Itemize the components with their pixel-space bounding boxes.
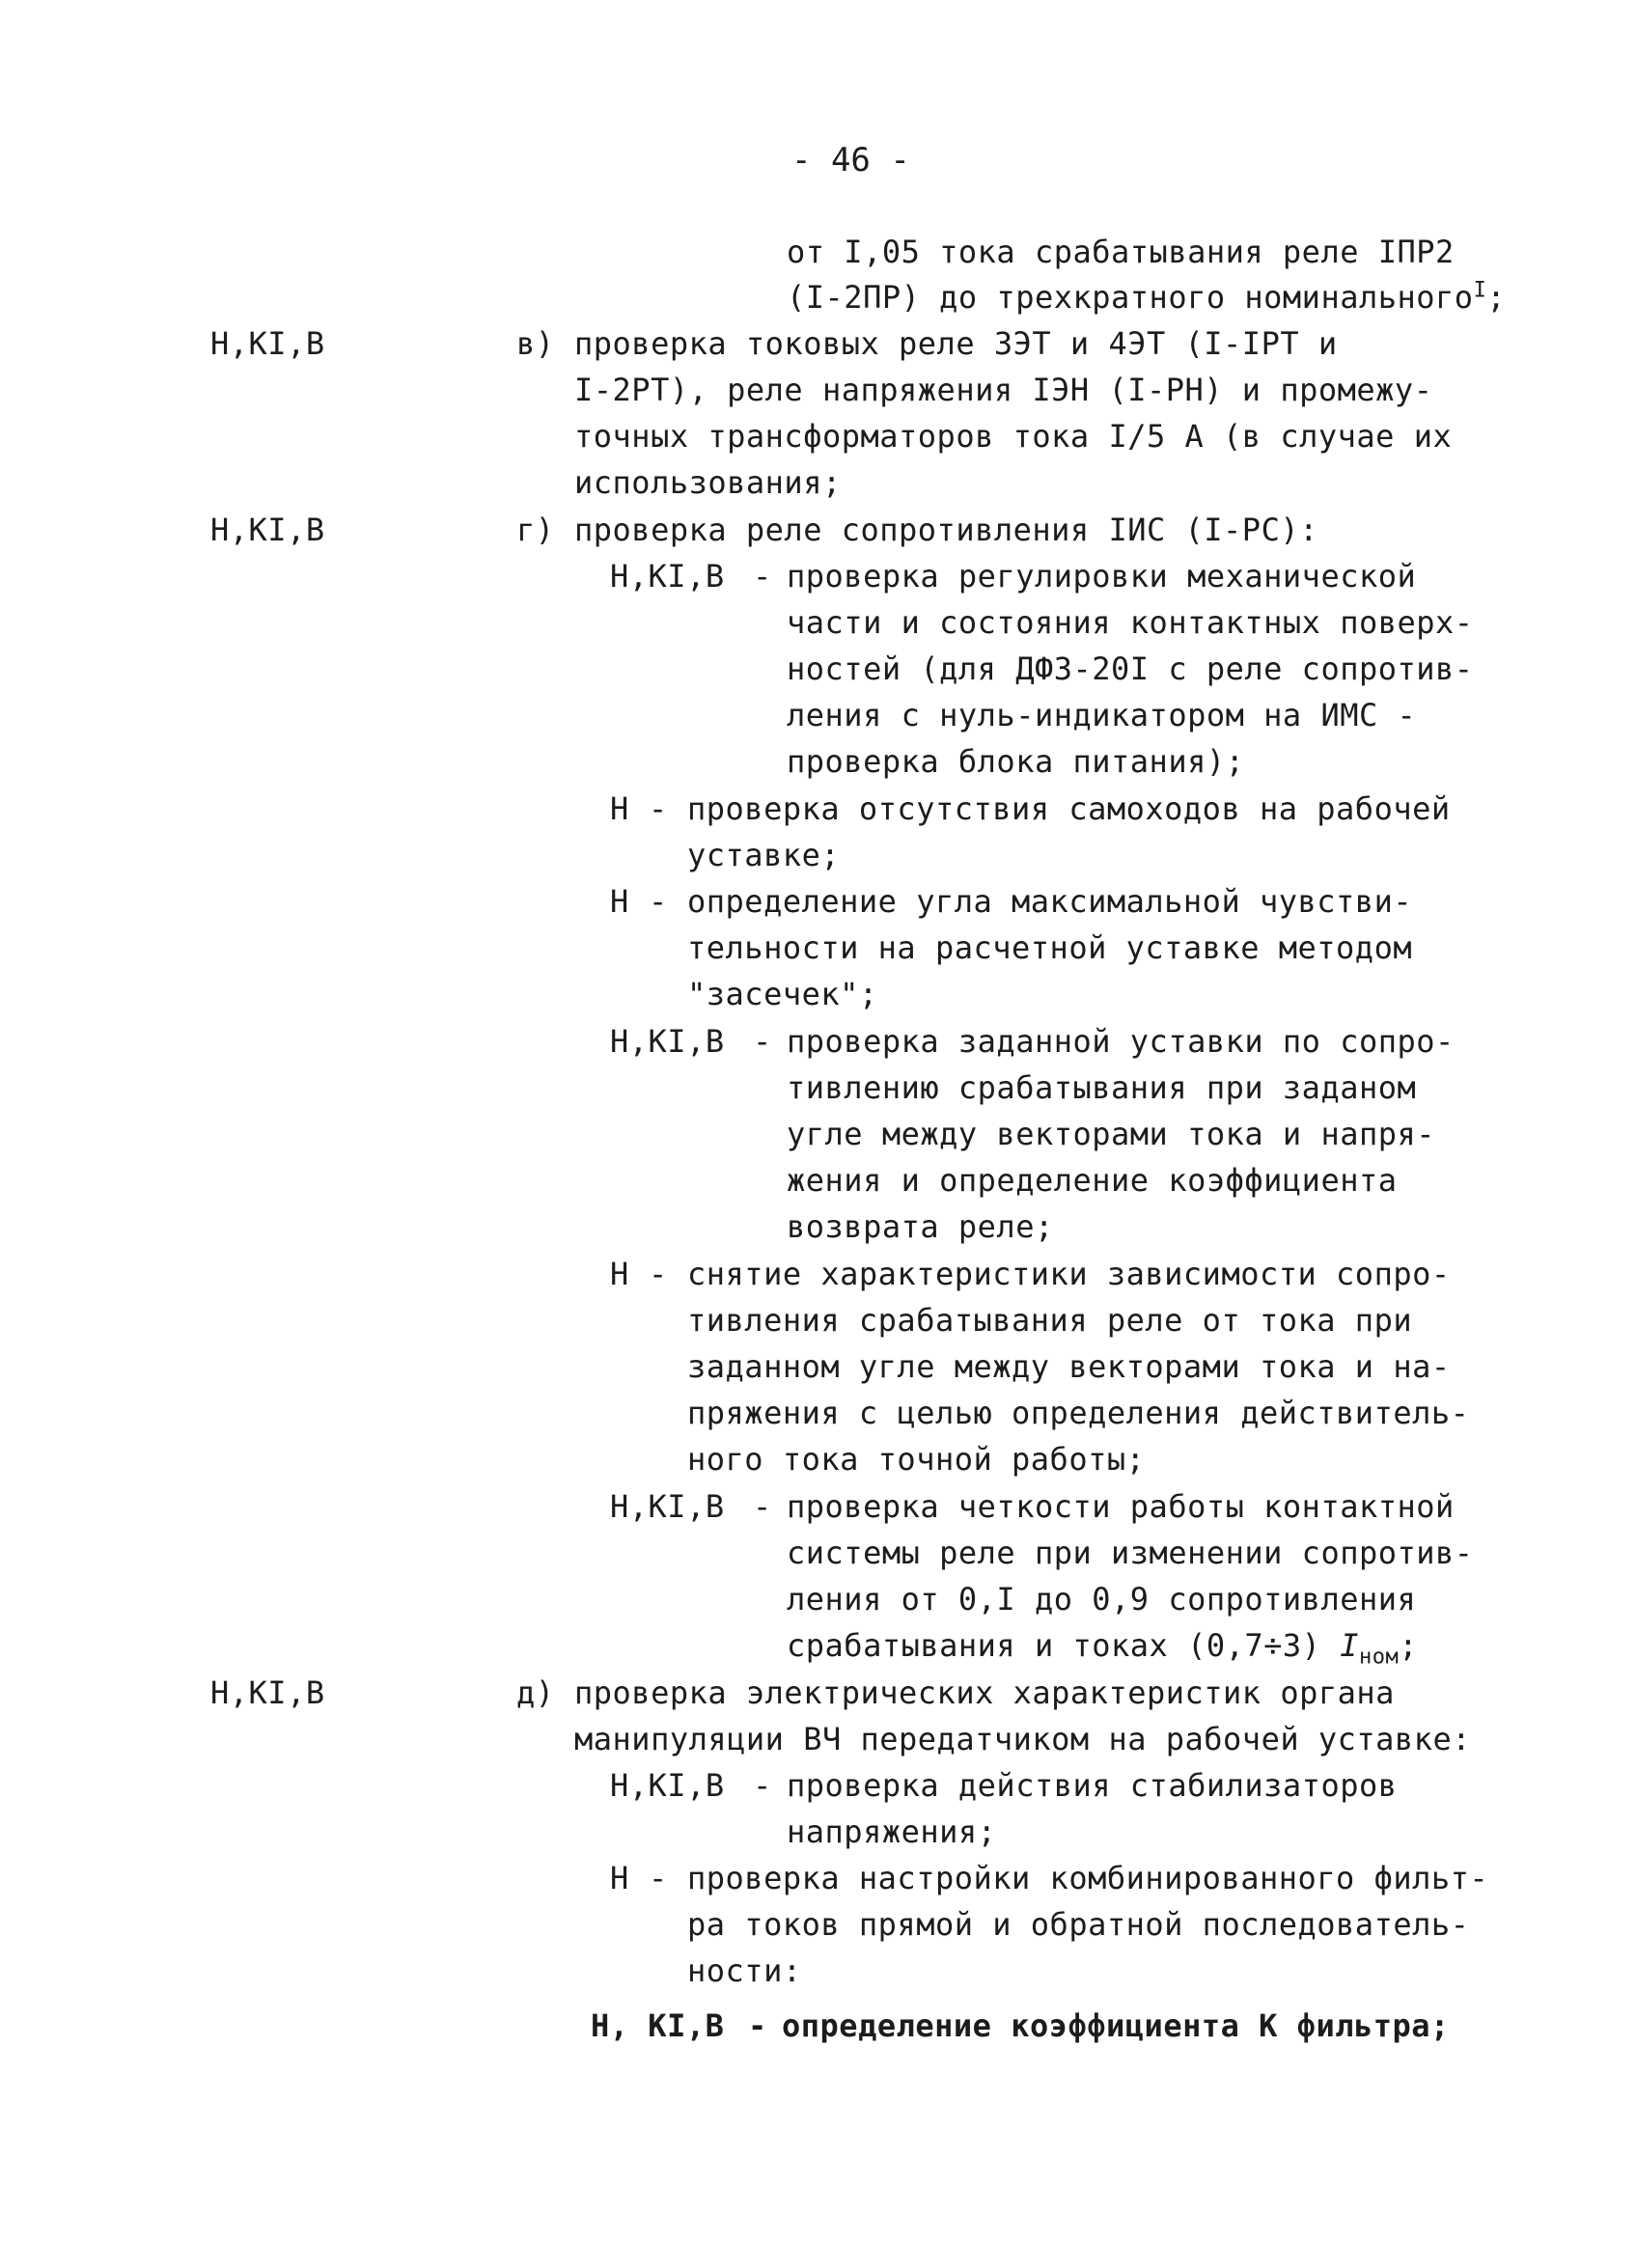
d-item-2-line-2: ра токов прямой и обратной последователь-	[687, 1906, 1470, 1943]
d-item-1-line-2: напряжения;	[787, 1813, 997, 1850]
g-item-1-line-3: ностей (для ДФЗ-20I с реле сопротив-	[787, 650, 1474, 687]
section-v-line-1: проверка токовых реле 3ЭТ и 4ЭТ (I-IРТ и	[574, 325, 1338, 362]
g-item-5-line-4: пряжения с целью определения действитель-	[687, 1395, 1470, 1431]
g-item-6-line-2: системы реле при изменении сопротив-	[787, 1535, 1474, 1571]
d-item-2-line-1: проверка настройки комбинированного фильт-	[687, 1860, 1489, 1896]
g-item-6-dash: -	[753, 1488, 772, 1525]
g-item-4-line-4: жения и определение коэффициента	[787, 1162, 1398, 1199]
g-item-3-dash: -	[649, 883, 668, 920]
g-item-5-line-3: заданном угле между векторами тока и на-	[687, 1348, 1451, 1385]
current-symbol: I	[1340, 1627, 1359, 1664]
section-v-line-4: использования;	[574, 464, 842, 501]
page-number: - 46 -	[791, 141, 910, 180]
d-item-3-dash: -	[748, 2007, 767, 2044]
d-item-1-line-1: проверка действия стабилизаторов	[787, 1767, 1398, 1804]
g-item-5-line-2: тивления срабатывания реле от тока при	[687, 1302, 1413, 1339]
g-item-6-category: Н,КI,В	[610, 1488, 725, 1525]
g-item-4-line-2: тивлению срабатывания при заданом	[787, 1069, 1417, 1106]
g-item-2-dash: -	[649, 790, 668, 827]
section-g-letter: г)	[516, 512, 555, 548]
g-item-4-line-1: проверка заданной уставки по сопро-	[787, 1023, 1455, 1060]
section-d-line-2: манипуляции ВЧ передатчиком на рабочей уставке:	[574, 1721, 1471, 1757]
section-g-category: Н,КI,В	[210, 512, 325, 548]
section-v-letter: в)	[516, 325, 555, 362]
g-item-1-dash: -	[753, 558, 772, 595]
section-d-category: Н,КI,В	[210, 1674, 325, 1711]
d-item-2-line-3: ности:	[687, 1952, 802, 1989]
g-item-3-line-1: определение угла максимальной чувстви-	[687, 883, 1413, 920]
g-item-4-category: Н,КI,В	[610, 1023, 725, 1060]
g-item-3-line-3: "засечек";	[687, 976, 878, 1012]
d-item-2-dash: -	[649, 1860, 668, 1896]
g-item-1-line-4: ления с нуль-индикатором на ИМС -	[787, 697, 1417, 733]
g-item-6-line-4: срабатывания и токах (0,7÷3) $I_{ном}$;	[787, 1627, 1418, 1670]
section-g-heading: проверка реле сопротивления IИС (I-РС):	[574, 512, 1318, 548]
section-v-line-3: точных трансформаторов тока I/5 А (в случае их	[574, 418, 1453, 455]
g-item-1-line-1: проверка регулировки механической	[787, 558, 1417, 595]
g-item-5-line-5: ного тока точной работы;	[687, 1441, 1146, 1478]
g-item-1-category: Н,КI,В	[610, 558, 725, 595]
g-item-5-line-1: снятие характеристики зависимости сопро-	[687, 1256, 1451, 1292]
b-tail-line-2: (I-2ПР) до трехкратного номинального$^I$;	[787, 278, 1507, 316]
nominal-subscript: ном	[1358, 1645, 1400, 1670]
section-v-line-2: I-2РТ), реле напряжения IЭН (I-РН) и промежу-	[574, 372, 1433, 408]
d-item-1-category: Н,КI,В	[610, 1767, 725, 1804]
g-item-2-line-1: проверка отсутствия самоходов на рабочей	[687, 790, 1451, 827]
g-item-3-line-2: тельности на расчетной уставке методом	[687, 929, 1413, 966]
d-item-3-line-1: определение коэффициента К фильтра;	[782, 2007, 1450, 2044]
d-item-1-dash: -	[753, 1767, 772, 1804]
g-item-2-line-2: уставке;	[687, 837, 841, 873]
section-d-letter: д)	[516, 1674, 555, 1711]
d-item-3-category: Н, КI,В	[591, 2007, 725, 2044]
g-item-2-category: Н	[610, 790, 629, 827]
d-item-2-category: Н	[610, 1860, 629, 1896]
g-item-4-line-3: угле между векторами тока и напря-	[787, 1116, 1436, 1152]
b-tail-line-1: от I,05 тока срабатывания реле IПР2	[787, 234, 1455, 270]
g-item-5-dash: -	[649, 1256, 668, 1292]
g-item-1-line-5: проверка блока питания);	[787, 743, 1245, 780]
g-item-6-line-3: ления от 0,I до 0,9 сопротивления	[787, 1581, 1417, 1618]
g-item-1-line-2: части и состояния контактных поверх-	[787, 604, 1474, 641]
section-d-line-1: проверка электрических характеристик органа	[574, 1674, 1395, 1711]
section-v-category: Н,КI,В	[210, 325, 325, 362]
g-item-4-line-5: возврата реле;	[787, 1208, 1054, 1245]
g-item-6-line-1: проверка четкости работы контактной	[787, 1488, 1455, 1525]
footnote-mark: I	[1473, 278, 1487, 303]
g-item-3-category: Н	[610, 883, 629, 920]
g-item-4-dash: -	[753, 1023, 772, 1060]
g-item-5-category: Н	[610, 1256, 629, 1292]
